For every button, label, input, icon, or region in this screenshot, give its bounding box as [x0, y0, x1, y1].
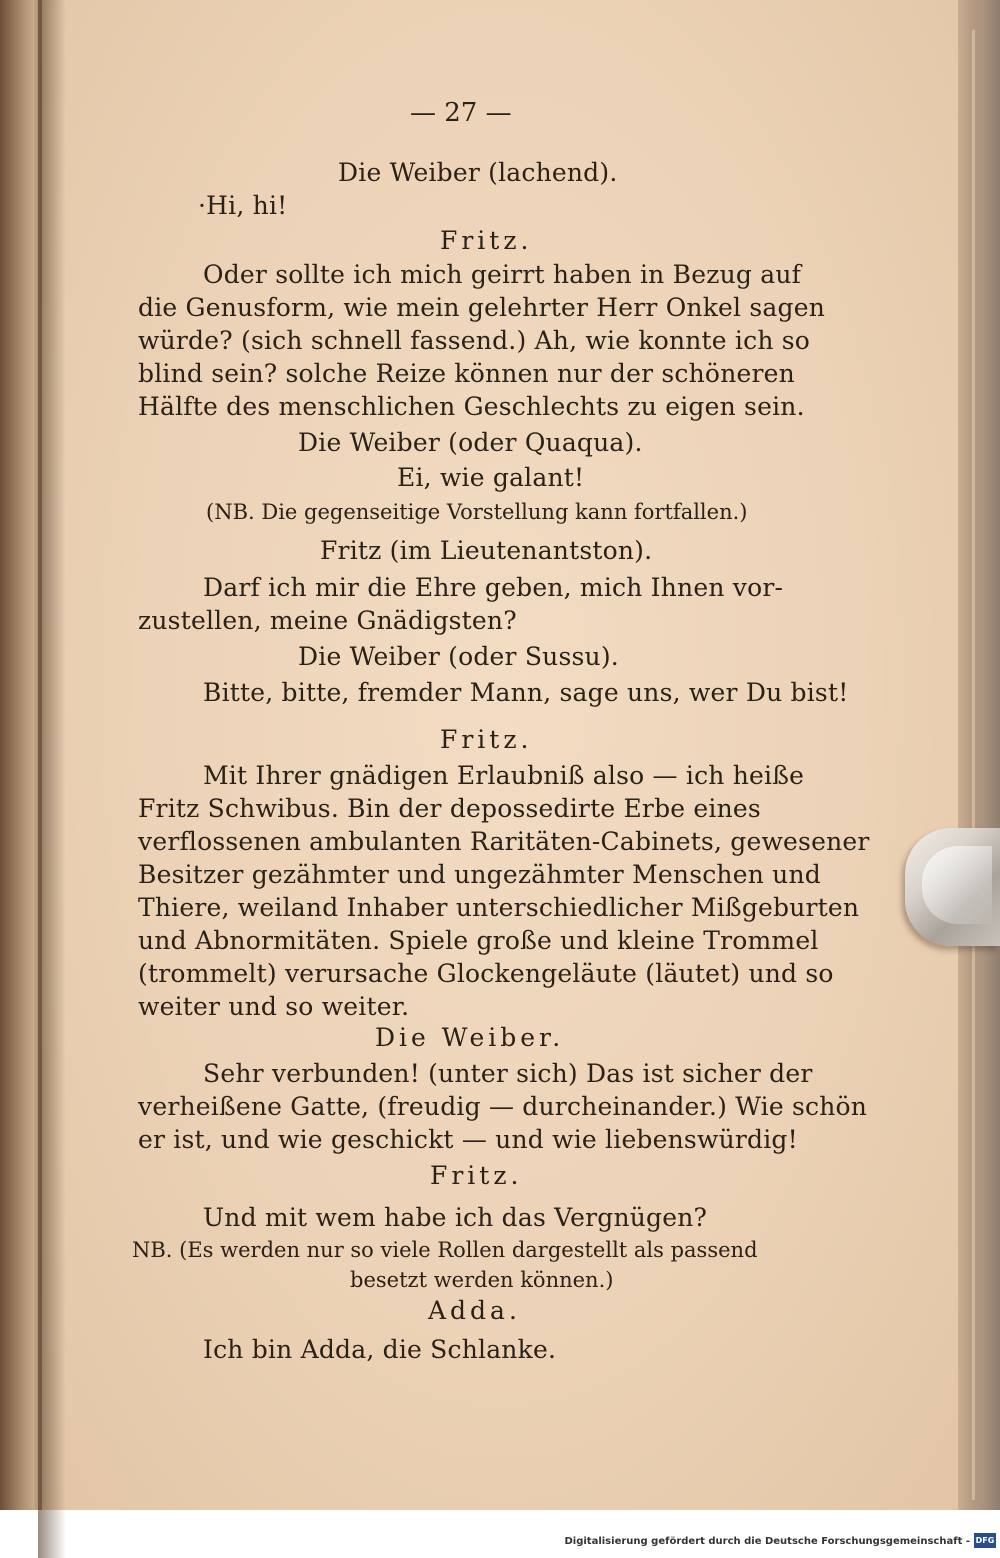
page-stack-edge	[958, 0, 1000, 1510]
dialogue-line: Und mit wem habe ich das Vergnügen?	[203, 1203, 708, 1232]
stage-direction: NB. (Es werden nur so viele Rollen dargestellt als passend	[132, 1238, 758, 1262]
speaker-heading: Fritz.	[430, 1161, 523, 1190]
footer-bar	[0, 1510, 1000, 1558]
speaker-heading: Die Weiber.	[375, 1023, 565, 1052]
dialogue-line: verflossenen ambulanten Raritäten-Cabinets, gewesener	[138, 827, 870, 856]
speaker-heading: Die Weiber (oder Quaqua).	[298, 428, 643, 457]
stage-direction: (NB. Die gegenseitige Vorstellung kann fortfallen.)	[206, 500, 748, 524]
page-clip-highlight	[922, 846, 992, 924]
speaker-heading: Fritz.	[440, 725, 533, 754]
dialogue-line: weiter und so weiter.	[138, 992, 410, 1021]
page-edge-line	[972, 30, 975, 1500]
dialogue-line: Ei, wie galant!	[397, 463, 585, 492]
dialogue-line: Mit Ihrer gnädigen Erlaubniß also — ich heiße	[203, 761, 805, 790]
dialogue-line: die Genusform, wie mein gelehrter Herr Onkel sagen	[138, 293, 826, 322]
previous-page-edge	[0, 0, 42, 1558]
dialogue-line: Oder sollte ich mich geirrt haben in Bezug auf	[203, 260, 802, 289]
dialogue-line: und Abnormitäten. Spiele große und kleine Trommel	[138, 926, 819, 955]
dialogue-line: verheißene Gatte, (freudig — durcheinander.) Wie schön	[138, 1092, 868, 1121]
dfg-logo: DFG	[974, 1533, 996, 1548]
page-number: — 27 —	[410, 98, 512, 128]
dialogue-line: (trommelt) verursache Glockengeläute (läutet) und so	[138, 959, 834, 988]
dialogue-line: er ist, und wie geschickt — und wie liebenswürdig!	[138, 1125, 798, 1154]
speaker-heading: Fritz.	[440, 226, 533, 255]
dialogue-line: Fritz Schwibus. Bin der depossedirte Erbe eines	[138, 794, 761, 823]
dialogue-line: Thiere, weiland Inhaber unterschiedlicher Mißgeburten	[138, 893, 860, 922]
dialogue-line: Darf ich mir die Ehre geben, mich Ihnen vor-	[203, 573, 784, 602]
dialogue-line: Ich bin Adda, die Schlanke.	[203, 1335, 557, 1364]
dialogue-line: zustellen, meine Gnädigsten?	[138, 606, 517, 635]
funding-credit: Digitalisierung gefördert durch die Deutsche Forschungsgemeinschaft -	[564, 1536, 970, 1547]
stage-direction: besetzt werden können.)	[350, 1268, 614, 1292]
dialogue-line: blind sein? solche Reize können nur der schöneren	[138, 359, 795, 388]
dialogue-line: Sehr verbunden! (unter sich) Das ist sicher der	[203, 1059, 813, 1088]
dialogue-line: würde? (sich schnell fassend.) Ah, wie konnte ich so	[138, 326, 811, 355]
speaker-heading: Fritz (im Lieutenantston).	[320, 536, 653, 565]
speaker-heading: Die Weiber (oder Sussu).	[298, 642, 619, 671]
dialogue-line: Bitte, bitte, fremder Mann, sage uns, wer Du bist!	[203, 678, 849, 707]
speaker-heading: Die Weiber (lachend).	[338, 158, 618, 187]
binding-shadow	[38, 0, 66, 1558]
dialogue-line: Hälfte des menschlichen Geschlechts zu eigen sein.	[138, 392, 805, 421]
speaker-heading: Adda.	[428, 1296, 521, 1325]
dialogue-line: ·Hi, hi!	[198, 191, 288, 220]
dialogue-line: Besitzer gezähmter und ungezähmter Menschen und	[138, 860, 821, 889]
